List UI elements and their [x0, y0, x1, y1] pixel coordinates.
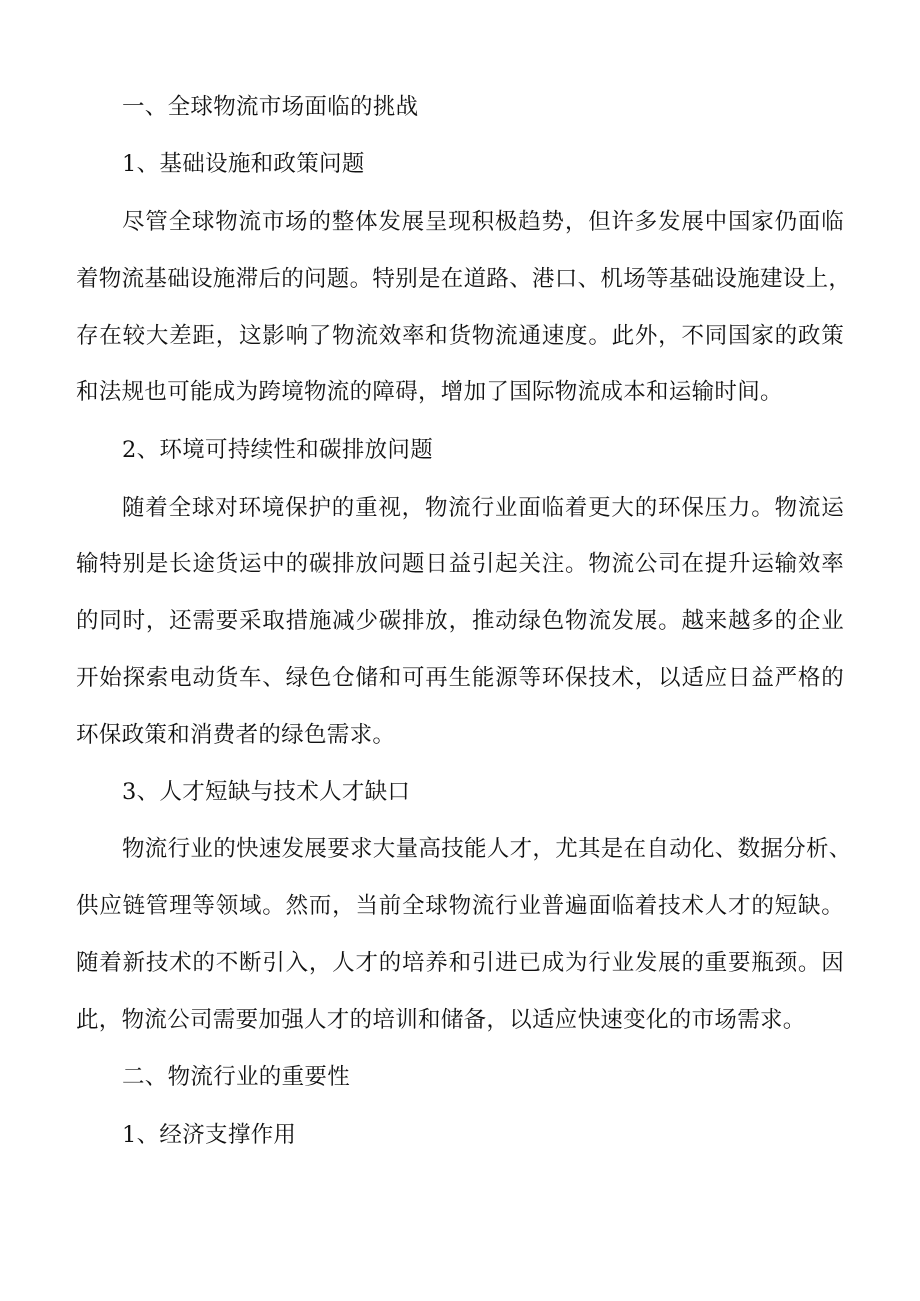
subsection-heading-1-2: 2、环境可持续性和碳排放问题	[122, 437, 434, 463]
paragraph-line	[0, 265, 920, 293]
paragraph-2-line-1: 随着全球对环境保护的重视，物流行业面临着更大的环保压力。物流运	[122, 495, 844, 521]
paragraph-3-line-3: 随着新技术的不断引入，人才的培养和引进已成为行业发展的重要瓶颈。因	[76, 950, 844, 976]
paragraph-1-line-2: 着物流基础设施滞后的问题。特别是在道路、港口、机场等基础设施建设上，	[76, 266, 852, 292]
paragraph-line	[0, 494, 920, 522]
paragraph-1-line-1: 尽管全球物流市场的整体发展呈现积极趋势，但许多发展中国家仍面临	[122, 209, 844, 235]
subsection-heading-2-1: 1、经济支撑作用	[122, 1122, 297, 1148]
paragraph-1-line-4: 和法规也可能成为跨境物流的障碍，增加了国际物流成本和运输时间。	[76, 379, 783, 405]
paragraph-line	[0, 664, 920, 692]
section-heading-1: 一、全球物流市场面临的挑战	[122, 94, 419, 120]
paragraph-3-line-1: 物流行业的快速发展要求大量高技能人才，尤其是在自动化、数据分析、	[122, 836, 852, 862]
paragraph-2-line-4: 开始探索电动货车、绿色仓储和可再生能源等环保技术，以适应日益严格的	[76, 665, 844, 691]
paragraph-line	[0, 208, 920, 236]
paragraph-3-line-4: 此，物流公司需要加强人才的培训和储备，以适应快速变化的市场需求。	[76, 1007, 806, 1033]
paragraph-line	[0, 949, 920, 977]
paragraph-2-line-5: 环保政策和消费者的绿色需求。	[76, 722, 396, 748]
subsection-heading-1-1: 1、基础设施和政策问题	[122, 151, 365, 177]
subsection-heading-1-3: 3、人才短缺与技术人才缺口	[122, 779, 411, 805]
paragraph-1-line-3: 存在较大差距，这影响了物流效率和货物流通速度。此外，不同国家的政策	[76, 323, 844, 349]
section-heading-2: 二、物流行业的重要性	[122, 1064, 351, 1090]
paragraph-line	[0, 835, 920, 863]
paragraph-line	[0, 550, 920, 578]
paragraph-line	[0, 892, 920, 920]
paragraph-line	[0, 607, 920, 635]
paragraph-3-line-2: 供应链管理等领域。然而，当前全球物流行业普遍面临着技术人才的短缺。	[76, 893, 844, 919]
paragraph-2-line-2: 输特别是长途货运中的碳排放问题日益引起关注。物流公司在提升运输效率	[76, 551, 844, 577]
paragraph-2-line-3: 的同时，还需要采取措施减少碳排放，推动绿色物流发展。越来越多的企业	[76, 608, 844, 634]
paragraph-line	[0, 322, 920, 350]
